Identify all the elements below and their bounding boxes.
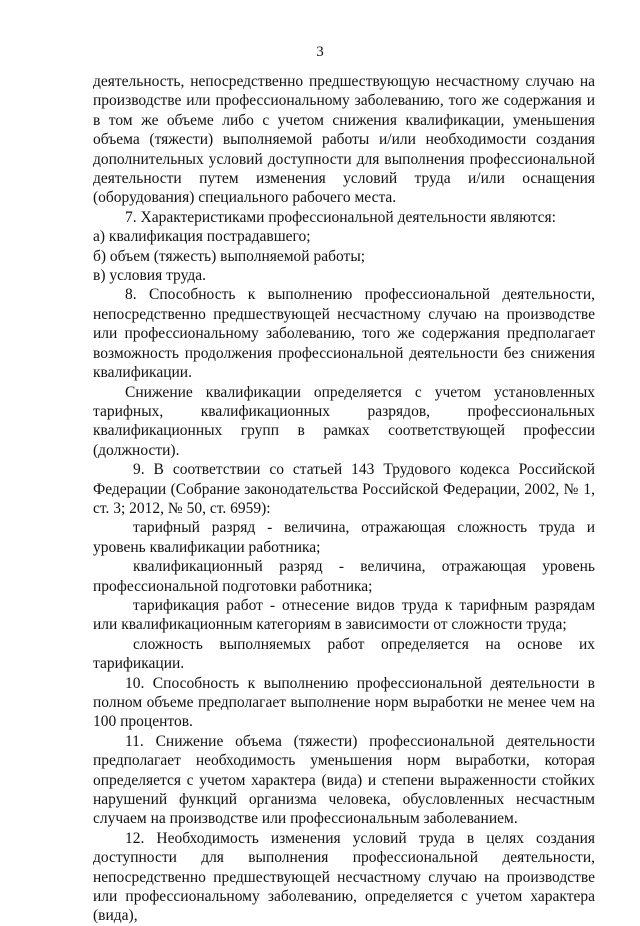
definition-work-complexity: сложность выполняемых работ определяется на основе их тарификации.: [93, 635, 595, 673]
paragraph-item-11: 11. Снижение объема (тяжести) профессиональной деятельности предполагает необходимость уменьшения норм выработки, которая определяется с учетом характера (вида) и степени выраженности стойких нарушений функций организма человека, обусловленных несчастным случаем на производстве или профессиональным заболеванием.: [93, 732, 595, 828]
list-item-c: в) условия труда.: [93, 267, 207, 285]
list-item-b: б) объем (тяжесть) выполняемой работы;: [93, 247, 366, 265]
paragraph-continuation: деятельность, непосредственно предшествующую несчастному случаю на производстве или профессиональному заболеванию, того же содержания и в том же объеме либо с учетом снижения квалификации, уменьшения объема (тяжести) выполняемой работы и/или необходимости создания дополнительных условий доступности для выполнения профессиональной деятельности путем изменения условий труда и/или оснащения (оборудования) специального рабочего места.: [93, 73, 595, 207]
definition-tariff-grade: тарифный разряд - величина, отражающая сложность труда и уровень квалификации работника;: [93, 519, 595, 556]
document-body: [93, 72, 595, 926]
paragraph-item-8: 8. Способность к выполнению профессиональной деятельности, непосредственно предшествующей несчастному случаю на производстве или профессиональному заболеванию, того же содержания предполагает возможность продолжения профессиональной деятельности без снижения квалификации.: [93, 286, 595, 382]
paragraph-item-10: 10. Способность к выполнению профессиональной деятельности в полном объеме предполагает выполнение норм выработки не менее чем на 100 процентов.: [93, 674, 595, 731]
definition-qualification-grade: квалификационный разряд - величина, отражающая уровень профессиональной подготовки работника;: [93, 558, 595, 595]
paragraph-item-12: 12. Необходимость изменения условий труда в целях создания доступности для выполнения профессиональной деятельности, непосредственно предшествующей несчастному случаю на производстве или профессиональному заболеванию, определяется с учетом характера (вида),: [93, 829, 595, 925]
list-item-a: а) квалификация пострадавшего;: [93, 228, 311, 246]
paragraph-qualification-reduction: Снижение квалификации определяется с учетом установленных тарифных, квалификационных разрядов, профессиональных квалификационных групп в рамках соответствующей профессии (должности).: [93, 383, 595, 459]
page-number: 3: [316, 44, 324, 60]
paragraph-item-9: 9. В соответствии со статьей 143 Трудового кодекса Российской Федерации (Собрание законодательства Российской Федерации, 2002, № 1, ст. 3; 2012, № 50, ст. 6959):: [93, 461, 595, 517]
paragraph-item-7: 7. Характеристиками профессиональной деятельности являются:: [125, 208, 556, 226]
definition-tariffication: тарификация работ - отнесение видов труда к тарифным разрядам или квалификационным категориям в зависимости от сложности труда;: [93, 596, 595, 634]
